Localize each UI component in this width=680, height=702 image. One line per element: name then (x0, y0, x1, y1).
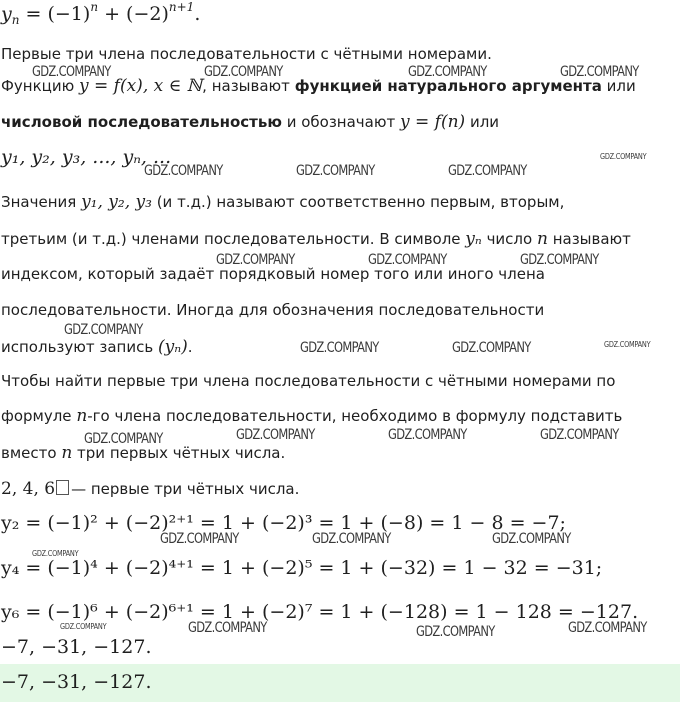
watermark: GDZ.COMPANY (84, 431, 163, 447)
watermark: GDZ.COMPANY (204, 64, 283, 80)
p1-mid: , называют (202, 77, 295, 95)
formula-pow-n1: n+1 (168, 0, 195, 14)
watermark: GDZ.COMPANY (416, 624, 495, 640)
p11-math: n (61, 443, 73, 463)
p5-math1: yₙ (465, 229, 482, 249)
watermark: GDZ.COMPANY (236, 427, 315, 443)
watermark: GDZ.COMPANY (520, 252, 599, 268)
p10-pre: формуле (1, 407, 77, 425)
watermark-small: GDZ.COMPANY (32, 549, 79, 558)
paragraph-2 (1, 112, 499, 132)
paragraph-4 (1, 192, 564, 212)
watermark: GDZ.COMPANY (492, 531, 571, 547)
watermark: GDZ.COMPANY (452, 340, 531, 356)
p4-pre: Значения (1, 193, 82, 211)
p10-post: -го члена последовательности, необходимо в формулу подставить (87, 407, 623, 425)
paragraph-7: последовательности. Иногда для обозначения последовательности (1, 301, 545, 319)
paragraph-5 (1, 229, 631, 249)
p11-pre: вместо (1, 444, 62, 462)
paragraph-10 (1, 406, 622, 426)
watermark: GDZ.COMPANY (144, 163, 223, 179)
p1-pre: Функцию (1, 77, 80, 95)
result-line: −7, −31, −127. (1, 636, 152, 658)
p2-post: или (465, 113, 500, 131)
watermark: GDZ.COMPANY (388, 427, 467, 443)
paragraph-6: индексом, который задаёт порядковый номер того или иного члена (1, 265, 545, 283)
watermark: GDZ.COMPANY (296, 163, 375, 179)
equation-y2: y₂ = (−1)² + (−2)²⁺¹ = 1 + (−2)³ = 1 + (−8) = 1 − 8 = −7; (1, 512, 566, 534)
watermark-small: GDZ.COMPANY (60, 622, 107, 631)
answer-text: −7, −31, −127. (1, 671, 152, 693)
formula-end: . (194, 3, 201, 25)
formula-part-1: = (−1) (25, 3, 91, 25)
p5-pre: третьим (и т.д.) членами последовательности. В символе (1, 230, 466, 248)
equation-y6: y₆ = (−1)⁶ + (−2)⁶⁺¹ = 1 + (−2)⁷ = 1 + (−128) = 1 − 128 = −127. (1, 601, 639, 623)
p12-math: 2, 4, 6 (1, 479, 56, 499)
watermark: GDZ.COMPANY (160, 531, 239, 547)
p5-mid: число (481, 230, 537, 248)
watermark: GDZ.COMPANY (560, 64, 639, 80)
formula-index-n: n (11, 13, 20, 27)
p5-post: называют (547, 230, 631, 248)
watermark: GDZ.COMPANY (216, 252, 295, 268)
missing-glyph-box (56, 480, 69, 495)
formula-part-2: + (−2) (98, 3, 169, 25)
sequence-notation: y₁, y₂, y₃, ..., yₙ, ... (1, 146, 172, 168)
p8-post: . (187, 338, 193, 356)
paragraph-9: Чтобы найти первые три члена последовательности с чётными номерами по (1, 372, 616, 390)
watermark: GDZ.COMPANY (448, 163, 527, 179)
p11-post: три первых чётных числа. (72, 444, 286, 462)
p1-math: y = f(x), x ∈ ℕ (79, 76, 203, 96)
paragraph-12 (1, 479, 299, 499)
watermark: GDZ.COMPANY (188, 620, 267, 636)
task-text: Первые три члена последовательности с чётными номерами. (1, 45, 492, 63)
watermark: GDZ.COMPANY (312, 531, 391, 547)
watermark: GDZ.COMPANY (32, 64, 111, 80)
p4-math: y₁, y₂, y₃ (81, 192, 152, 212)
formula-pow-n: n (90, 0, 99, 14)
watermark: GDZ.COMPANY (64, 322, 143, 338)
watermark: GDZ.COMPANY (368, 252, 447, 268)
p12-post: — первые три чётных числа. (71, 480, 300, 498)
p8-math: (yₙ) (157, 337, 188, 357)
paragraph-8 (1, 337, 193, 357)
p8-pre: используют запись (1, 338, 158, 356)
watermark: GDZ.COMPANY (408, 64, 487, 80)
watermark: GDZ.COMPANY (300, 340, 379, 356)
p4-post: (и т.д.) называют соответственно первым, вторым, (151, 193, 565, 211)
watermark: GDZ.COMPANY (568, 620, 647, 636)
p10-math: n (76, 406, 88, 426)
p2-bold: числовой последовательностью (1, 113, 282, 131)
formula-var-y: y (1, 3, 12, 25)
top-formula (1, 2, 200, 26)
watermark: GDZ.COMPANY (540, 427, 619, 443)
p1-bold: функцией натурального аргумента (294, 77, 602, 95)
watermark-small: GDZ.COMPANY (600, 152, 647, 161)
p1-post: или (601, 77, 636, 95)
p5-math2: n (536, 229, 548, 249)
p2-mid: и обозначают (281, 113, 400, 131)
p2-math: y = f(n) (400, 112, 466, 132)
watermark-small: GDZ.COMPANY (604, 340, 651, 349)
equation-y4: y₄ = (−1)⁴ + (−2)⁴⁺¹ = 1 + (−2)⁵ = 1 + (−32) = 1 − 32 = −31; (1, 557, 603, 579)
